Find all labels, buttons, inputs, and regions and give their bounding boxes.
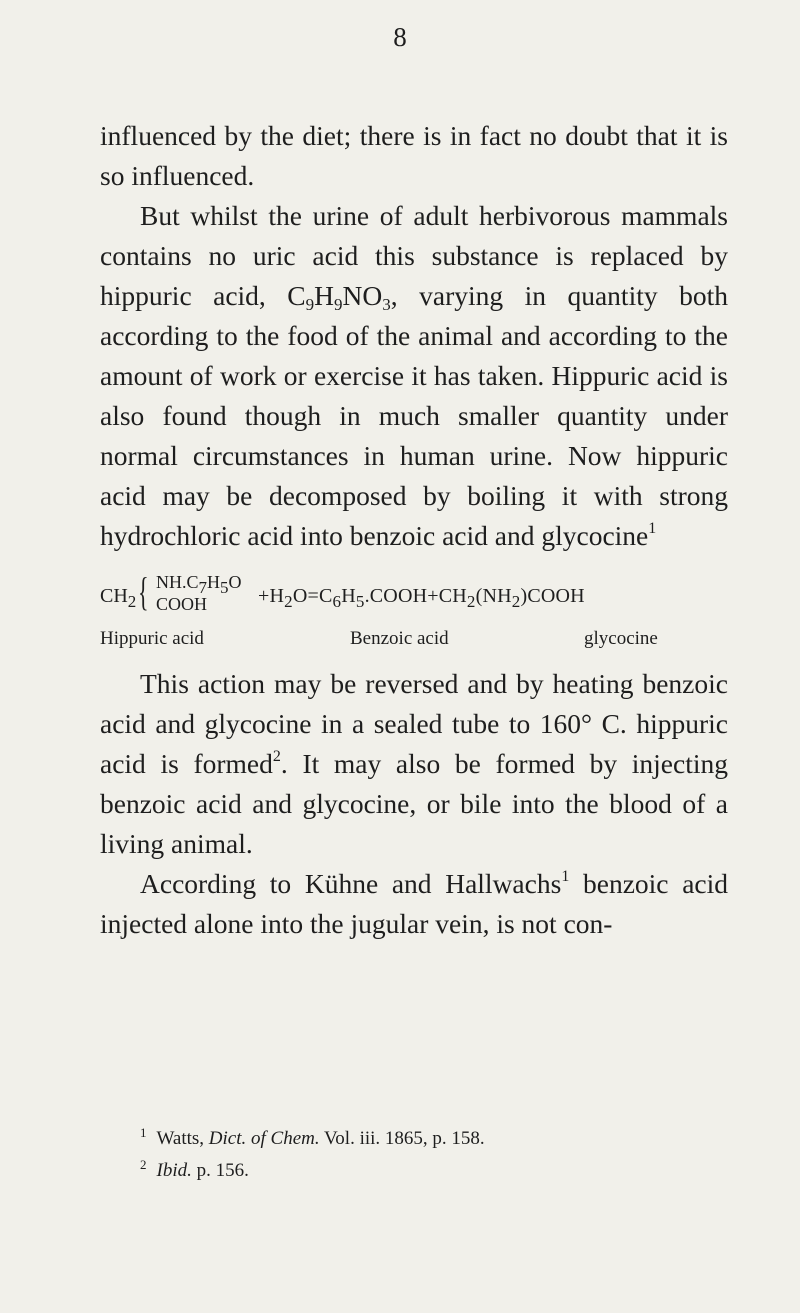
- label-hippuric: Hippuric acid: [100, 628, 204, 649]
- paragraph-1: influenced by the diet; there is in fact no doubt that it is so influenced.: [100, 120, 728, 191]
- footnote-2: $^2$ Ibid. p. 156.: [140, 1157, 249, 1181]
- paragraph-3: This action may be reversed and by heating benzoic acid and glycocine in a sealed tube to 160° C. hippuric acid is formed$^2$. It may also be formed by injecting benzoic acid and glycocine, or bile into the blood of a living animal.: [100, 668, 728, 859]
- paragraph-4: According to Kühne and Hallwachs$^1$ benzoic acid injected alone into the jugular vein, is not con-: [100, 868, 728, 939]
- footnote-ref: 1: [648, 520, 657, 537]
- body-text-upper: [100, 116, 728, 556]
- label-glycocine: glycocine: [584, 628, 658, 649]
- paragraph-2: But whilst the urine of adult herbivorous mammals contains no uric acid this substance is replaced by hippuric acid, $C_9H_9NO_3$, varying in quantity both according to the food of the animal and according to the amount of work or exercise it has taken. Hippuric acid is also found though in much smaller quantity under normal circumstances in human urine. Now hippuric acid may be decomposed by boiling it with strong hydrochloric acid into benzoic acid and glycocine$^1$: [100, 200, 728, 551]
- footnote-ref: 1: [561, 868, 570, 885]
- page-number: 8: [393, 22, 407, 52]
- footnotes: [140, 1120, 740, 1184]
- label-benzoic: Benzoic acid: [350, 628, 449, 649]
- brace-symbol: {: [138, 569, 149, 614]
- footnote-ref: 2: [272, 748, 281, 765]
- footnote-1: $^1$ Watts, Dict. of Chem. Vol. iii. 1865, p. 158.: [140, 1125, 485, 1149]
- chemical-equation: $CH_2$ { $NH.C_7H_5O$ COOH $+H_2O=C_6H_5.COOH+CH_2(NH_2)COOH$: [100, 569, 585, 614]
- body-text-lower: [100, 664, 728, 944]
